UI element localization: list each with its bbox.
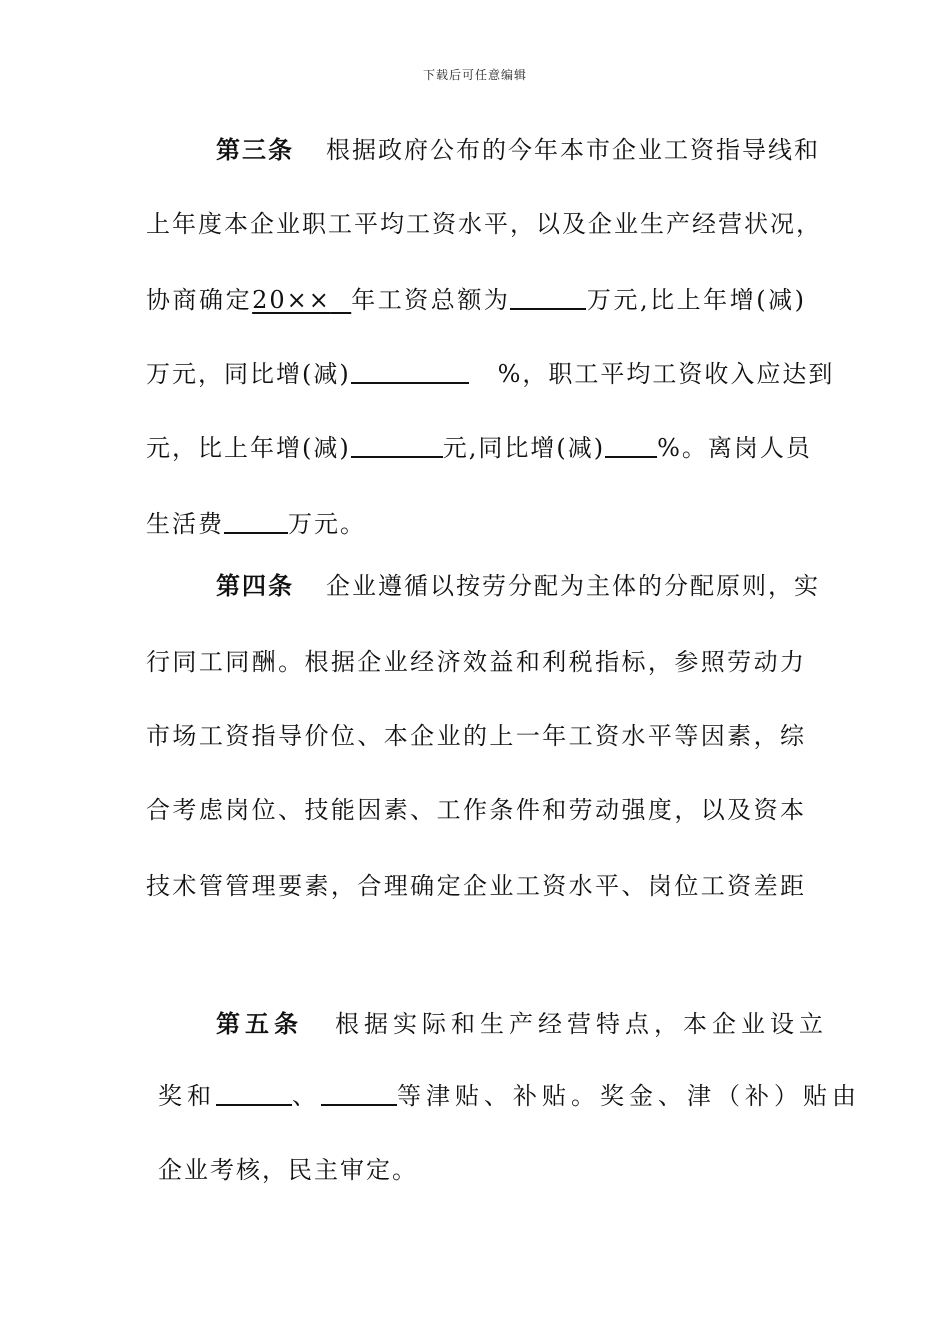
article3-text-4a: 万元，同比增(减)	[146, 360, 351, 388]
article4-line-4: 合考虑岗位、技能因素、工作条件和劳动强度，以及资本	[146, 796, 806, 824]
article5-text-2b: 、	[292, 1082, 321, 1110]
article3-text-6a: 生活费	[146, 510, 224, 538]
article4-line-1	[146, 570, 820, 602]
article3-text-5a: 元，比上年增(减)	[146, 434, 351, 462]
article3-text-3b: 年工资总额为	[351, 286, 511, 314]
article3-line-2: 上年度本企业职工平均工资水平，以及企业生产经营状况，	[146, 210, 822, 238]
article5-text-2a: 奖和	[158, 1082, 216, 1110]
article4-line-5: 技术管管理要素，合理确定企业工资水平、岗位工资差距	[146, 872, 806, 900]
article3-text-3a: 协商确定	[146, 286, 253, 314]
article3-title: 第三条	[216, 135, 294, 164]
article3-line-6	[146, 508, 806, 540]
page-header: 下载后可任意编辑	[422, 68, 527, 82]
article3-line-4	[146, 358, 835, 390]
article3-line-3	[146, 284, 806, 316]
total-wage-blank	[510, 284, 586, 310]
article4-text-1: 企业遵循以按劳分配为主体的分配原则，实	[326, 572, 820, 600]
article3-text-6b: 万元。	[288, 510, 366, 538]
article3-text-3c: 万元,比上年增(减)	[586, 286, 807, 314]
article5-title: 第五条	[216, 1009, 303, 1038]
article5-text-1: 根据实际和生产经营特点，本企业设立	[335, 1010, 828, 1038]
article5-line-1	[146, 1008, 828, 1040]
avg-wage-pct-blank	[605, 432, 657, 458]
year-value: 20××	[252, 286, 331, 314]
article3-line-5	[146, 432, 812, 464]
article3-text-4b: %，职工平均工资收入应达到	[497, 360, 835, 388]
yoy-change-blank	[351, 358, 469, 384]
article4-line-2: 行同工同酬。根据企业经济效益和利税指标，参照劳动力	[146, 648, 806, 676]
article4-title: 第四条	[216, 571, 294, 600]
article3-text-5b: 元,同比增(减)	[442, 434, 606, 462]
bonus-type-blank	[216, 1080, 292, 1106]
living-expense-blank	[224, 508, 288, 534]
article5-text-2c: 等津贴、补贴。奖金、津（补）贴由	[397, 1082, 861, 1110]
article4-line-3: 市场工资指导价位、本企业的上一年工资水平等因素，综	[146, 722, 806, 750]
year-field	[252, 286, 351, 314]
article3-line-1	[146, 134, 820, 166]
article3-text-1: 根据政府公布的今年本市企业工资指导线和	[326, 136, 820, 164]
article5-line-3: 企业考核，民主审定。	[158, 1156, 418, 1184]
article3-text-5c: %。离岗人员	[657, 434, 812, 462]
article5-line-2	[158, 1080, 861, 1112]
avg-wage-change-blank	[351, 432, 443, 458]
allowance-type-blank	[321, 1080, 397, 1106]
